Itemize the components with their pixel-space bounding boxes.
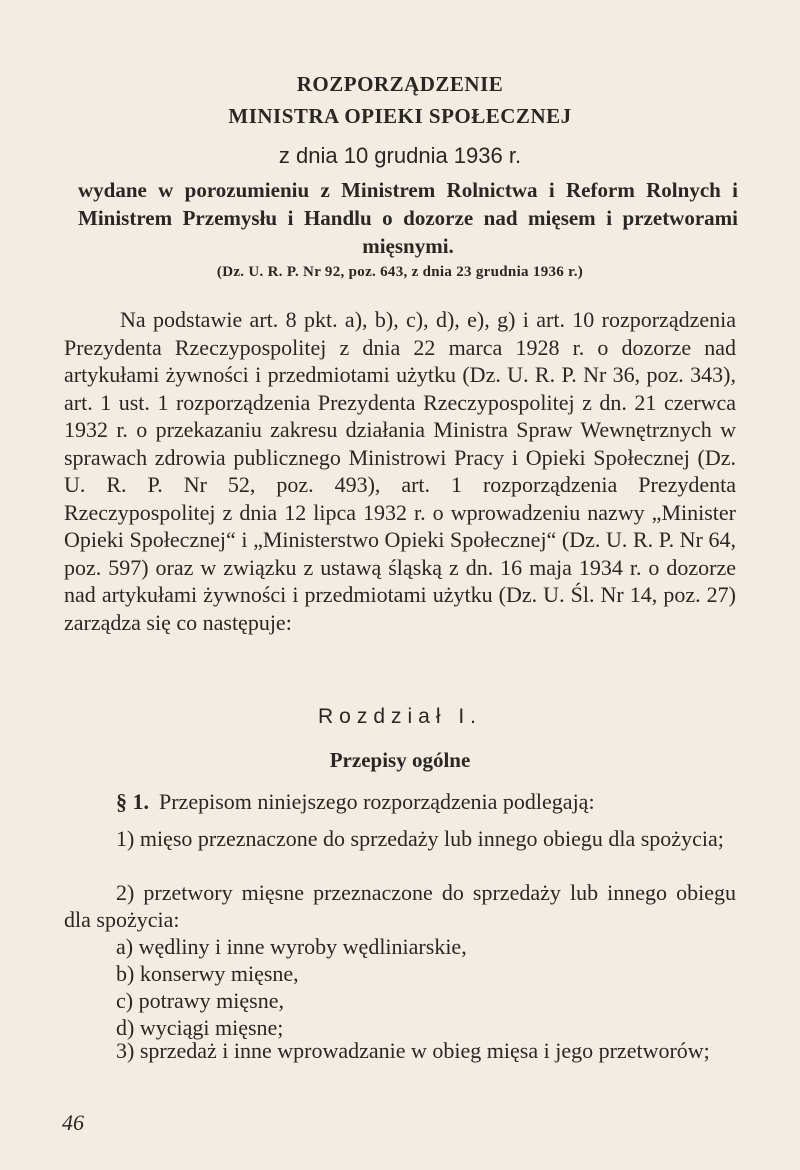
chapter-heading: Rozdział I. bbox=[317, 705, 483, 728]
page-number: 46 bbox=[62, 1110, 84, 1135]
paragraph-1-text: Przepisom niniejszego rozporządzenia podlegają: bbox=[159, 789, 595, 814]
list-item-2a: a) wędliny i inne wyroby wędliniarskie, bbox=[116, 934, 467, 959]
publication-source: (Dz. U. R. P. Nr 92, poz. 643, z dnia 23 grudnia 1936 r.) bbox=[216, 264, 584, 280]
title-line-1: ROZPORZĄDZENIE bbox=[296, 72, 504, 96]
list-item-2c: c) potrawy mięsne, bbox=[116, 988, 284, 1013]
section-title: Przepisy ogólne bbox=[329, 748, 471, 772]
list-item-2: 2) przetwory mięsne przeznaczone do sprzedaży lub innego obiegu dla spożycia: bbox=[64, 880, 736, 932]
list-item-2d: d) wyciągi mięsne; bbox=[116, 1015, 284, 1040]
document-subtitle: wydane w porozumieniu z Ministrem Rolnictwa i Reform Rolnych i Ministrem Przemysłu i Handlu o dozorze nad mięsem i przetworami mięsnymi. bbox=[78, 178, 738, 258]
paragraph-1 bbox=[64, 788, 736, 815]
document-date: z dnia 10 grudnia 1936 r. bbox=[278, 143, 522, 168]
list-item-3: 3) sprzedaż i inne wprowadzanie w obieg mięsa i jego przetworów; bbox=[116, 1038, 710, 1063]
list-item-2b: b) konserwy mięsne, bbox=[116, 961, 299, 986]
title-line-2: MINISTRA OPIEKI SPOŁECZNEJ bbox=[228, 104, 572, 128]
preamble-paragraph: Na podstawie art. 8 pkt. a), b), c), d), e), g) i art. 10 rozporządzenia Prezydenta Rzeczypospolitej z dnia 22 marca 1928 r. o dozorze nad artykułami żywności i przedmiotami użytku (Dz. U. R. P. Nr 36, poz. 343), art. 1 ust. 1 rozporządzenia Prezydenta Rzeczypospolitej z dn. 21 czerwca 1932 r. o przekazaniu zakresu działania Ministra Spraw Wewnętrznych w sprawach zdrowia publicznego Ministrowi Pracy i Opieki Społecznej (Dz. U. R. P. Nr 52, poz. 493), art. 1 rozporządzenia Prezydenta Rzeczypospolitej z dnia 12 lipca 1932 r. o wprowadzeniu nazwy „Minister Opieki Społecznej“ i „Ministerstwo Opieki Społecznej“ (Dz. U. R. P. Nr 64, poz. 597) oraz w związku z ustawą śląską z dn. 16 maja 1934 r. o dozorze nad artykułami żywności i przedmiotami użytku (Dz. U. Śl. Nr 14, poz. 27) zarządza się co następuje: bbox=[64, 307, 736, 635]
list-item-1: 1) mięso przeznaczone do sprzedaży lub innego obiegu dla spożycia; bbox=[116, 826, 724, 851]
paragraph-sign: § 1. bbox=[116, 789, 149, 814]
